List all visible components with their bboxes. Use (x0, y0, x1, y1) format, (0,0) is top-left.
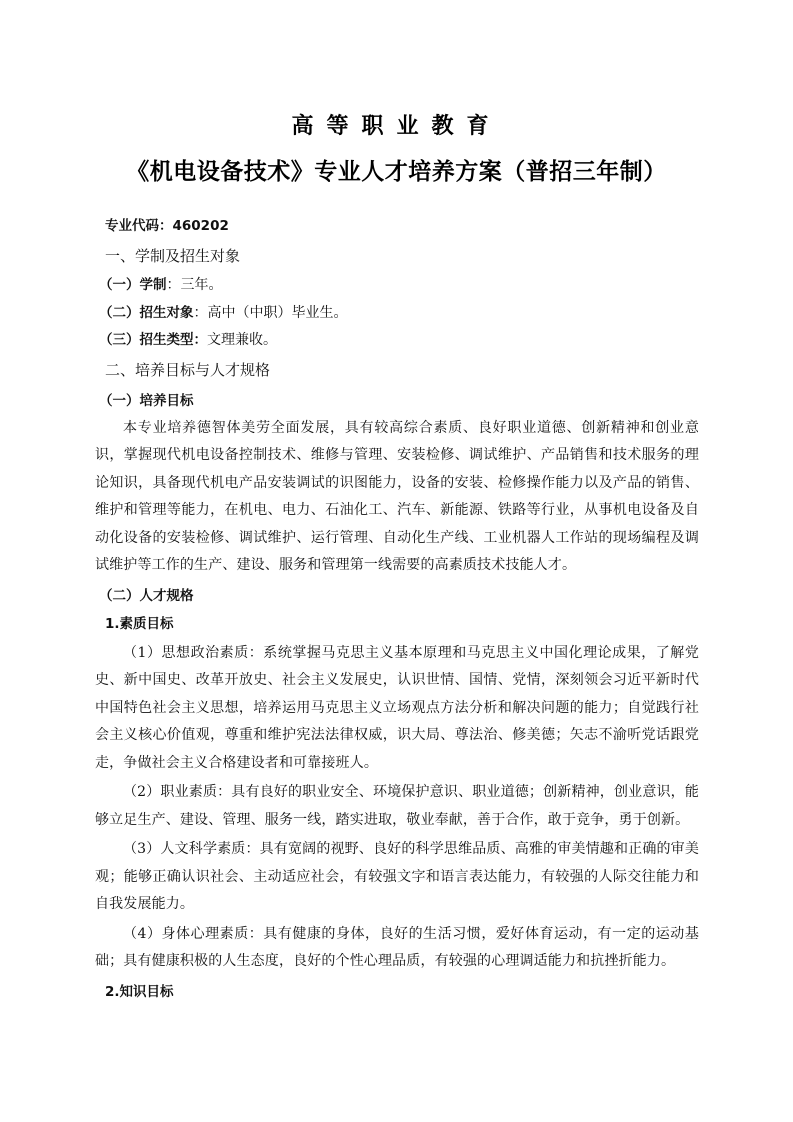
major-code (95, 212, 699, 240)
section1-item-enrollment-target (95, 300, 699, 328)
quality-item-professional: （2）职业素质：具有良好的职业安全、环境保护意识、职业道德；创新精神，创业意识，能够立足生产、建设、管理、服务一线，踏实进取，敬业奉献，善于合作，敢于竞争，勇于创新。 (95, 784, 699, 828)
training-goal-paragraph: 本专业培养德智体美劳全面发展，具有较高综合素质、良好职业道德、创新精神和创业意识，掌握现代机电设备控制技术、维修与管理、安装检修、调试维护、产品销售和技术服务的理论知识，具备现代机电产品安装调试的识图能力，设备的安装、检修操作能力以及产品的销售、维护和管理等能力，在机电、电力、石油化工、汽车、新能源、铁路等行业，从事机电设备及自动化设备的安装检修、调试维护、运行管理、自动化生产线、工业机器人工作站的现场编程及调试维护等工作的生产、建设、服务和管理第一线需要的高素质技术技能人才。 (95, 419, 699, 574)
item-value: 三年。 (180, 277, 223, 293)
item-sep: ： (193, 332, 207, 349)
knowledge-goals-heading: 2.知识目标 (105, 983, 174, 1000)
quality-item-political: （1）思想政治素质：系统掌握马克思主义基本原理和马克思主义中国化理论成果，了解党史、新中国史、改革开放史、社会主义发展史，认识世情、国情、党情，深刻领会习近平新时代中国特色社会主义思想，培养运用马克思主义立场观点方法分析和解决问题的能力；自觉践行社会主义核心价值观，尊重和维护宪法法律权威，识大局、尊法治、修美德；矢志不渝听党话跟党走，争做社会主义合格建设者和可靠接班人。 (95, 644, 699, 771)
section2-heading: 二、培养目标与人才规格 (105, 360, 271, 379)
section1-heading: 一、学制及招生对象 (105, 247, 241, 265)
section2-sub2-heading: （二）人才规格 (99, 587, 194, 604)
quality-item-humanities: （3）人文科学素质：具有宽阔的视野、良好的科学思维品质、高雅的审美情趣和正确的审美观；能够正确认识社会、主动适应社会，有较强文字和语言表达能力，有较强的人际交往能力和自我发展能力。 (95, 841, 699, 913)
item-value: 高中（中职）毕业生。 (207, 304, 348, 321)
section2-sub1-heading: （一）培养目标 (99, 392, 194, 409)
item-label: （一）学制 (99, 277, 167, 293)
quality-goals-heading: 1.素质目标 (105, 615, 174, 632)
quality-item-physical-mental: （4）身体心理素质：具有健康的身体，良好的生活习惯，爱好体育运动，有一定的运动基础；具有健康积极的人生态度，良好的个性心理品质，有较强的心理调适能力和抗挫折能力。 (95, 925, 699, 970)
major-code-label: 专业代码： (105, 218, 173, 234)
item-sep: ： (166, 277, 181, 293)
item-label: （三）招生类型 (99, 332, 194, 349)
item-label: （二）招生对象 (99, 304, 194, 321)
document-title-line1: 高等职业教育 (291, 114, 502, 139)
major-code-value: 460202 (172, 218, 229, 234)
section1-item-schooling (95, 272, 699, 300)
document-title-line2: 《机电设备技术》专业人才培养方案（普招三年制） (126, 158, 667, 185)
section1-item-enrollment-type (95, 327, 699, 355)
document-body (95, 212, 699, 1006)
item-value: 文理兼收。 (207, 332, 277, 349)
item-sep: ： (193, 304, 208, 321)
